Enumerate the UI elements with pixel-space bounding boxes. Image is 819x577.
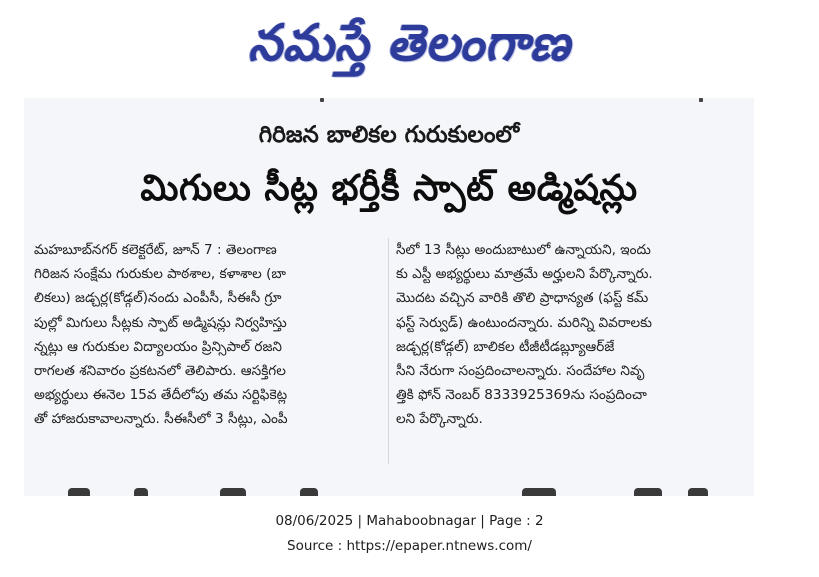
article-kicker: గిరిజన బాలికల గురుకులంలో (258, 122, 520, 148)
body-line: మహబూబ్‌నగర్ కలెక్టరేట్, జూన్ 7 : తెలంగాణ (34, 242, 277, 258)
masthead (0, 6, 819, 80)
body-line: గిరిజన సంక్షేమ గురుకుల పాఠశాల, కళాశాల (బా (34, 266, 287, 283)
clipped-text-fragment-top (24, 98, 754, 104)
body-line: లని పేర్కొన్నారు. (396, 411, 483, 428)
body-line: జడ్చర్ల(కోడ్గల్) బాలికల టీజీటీడబ్ల్యూఆర్‌జే (396, 338, 615, 355)
clipped-glyph (68, 488, 90, 496)
clipped-glyph (300, 488, 318, 496)
body-line: లికలు) జడ్చర్ల(కోడ్గల్)నందు ఎంపీసీ, సీఈసీ గ్రూ (34, 290, 282, 307)
clipped-glyph (634, 488, 662, 496)
body-line: తో హాజరుకావాలన్నారు. సీఈసీలో 3 సీట్లు, ఎంపీ (34, 411, 288, 428)
clipped-glyph (688, 488, 708, 496)
edition-info: 08/06/2025 | Mahaboobnagar | Page : 2 (275, 513, 544, 529)
body-line: త్తికి ఫోన్ నెంబర్ 8333925369ను సంప్రదించా (396, 387, 647, 404)
body-line: రాగలత శనివారం ప్రకటనలో తెలిపారు. ఆసక్తిగల (34, 362, 286, 379)
clipped-glyph (220, 488, 246, 496)
clipped-glyph (134, 488, 148, 496)
clipped-text-fragment-bottom (24, 486, 754, 496)
article-body-left-column (34, 238, 386, 432)
column-divider (388, 238, 389, 464)
body-line: అభ్యర్థులు ఈనెల 15వ తేదీలోపు తమ సర్టిఫికెట్ల (34, 387, 288, 404)
body-line: సీలో 13 సీట్లు అందుబాటులో ఉన్నాయని, ఇందు (396, 242, 651, 258)
body-line: కు ఎస్టీ అభ్యర్థులు మాత్రమే అర్హులని పేర్కొన్నారు. (396, 266, 653, 283)
source-link[interactable]: Source : https://epaper.ntnews.com/ (287, 538, 532, 554)
newspaper-logo: నమస్తే తెలంగాణ (248, 13, 571, 73)
clipped-glyph (522, 488, 556, 496)
article-clipping (24, 98, 754, 496)
body-line: ఫస్ట్ సెర్వుడ్) ఉంటుందన్నారు. మరిన్ని వివరాలకు (396, 314, 652, 331)
clipped-glyph (699, 98, 703, 102)
body-line: పుల్లో మిగులు సీట్లకు స్పాట్ అడ్మిషన్లు నిర్వహిస్తు (34, 314, 287, 331)
article-body-right-column (396, 238, 748, 432)
clipped-glyph (320, 98, 324, 102)
body-line: సీని నేరుగా సంప్రదించాలన్నారు. సందేహాల నివృ (396, 362, 645, 379)
article-headline: మిగులు సీట్ల భర్తీకీ స్పాట్ అడ్మిషన్లు (140, 168, 638, 209)
body-line: మొదట వచ్చిన వారికి తొలి ప్రాధాన్యత (ఫస్ట్ కమ్ (396, 290, 649, 307)
body-line: న్నట్లు ఆ గురుకుల విద్యాలయం ప్రిన్సిపాల్ రజని (34, 338, 282, 355)
